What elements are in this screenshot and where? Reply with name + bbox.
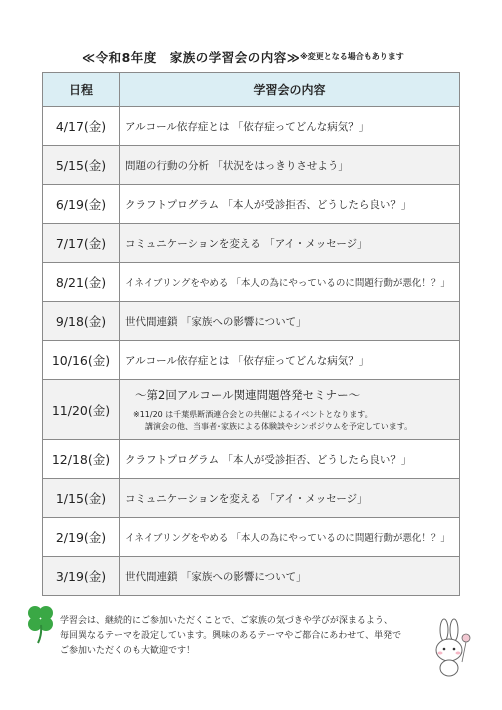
table-row bbox=[43, 557, 460, 596]
row-content: 世代間連鎖 「家族への影響について」 bbox=[120, 302, 460, 341]
table-row bbox=[43, 302, 460, 341]
title-bar bbox=[0, 48, 502, 66]
row-content: イネイブリングをやめる 「本人の為にやっているのに問題行動が悪化！？」 bbox=[120, 518, 460, 557]
table-row-seminar bbox=[43, 380, 460, 440]
table-header bbox=[43, 73, 460, 107]
row-content: クラフトプログラム 「本人が受診拒否、どうしたら良い？」 bbox=[120, 440, 460, 479]
table-row bbox=[43, 185, 460, 224]
row-content: アルコール依存症とは 「依存症ってどんな病気？」 bbox=[120, 107, 460, 146]
row-content: コミュニケーションを変える 「アイ・メッセージ」 bbox=[120, 224, 460, 263]
row-date: 11/20(金) bbox=[43, 380, 120, 440]
row-date: 7/17(金) bbox=[43, 224, 120, 263]
footer-message bbox=[60, 614, 440, 659]
footer-line: 毎回異なるテーマを設定しています。興味のあるテーマやご都合にあわせて、単発で bbox=[60, 631, 402, 641]
table-row bbox=[43, 224, 460, 263]
seminar-cell bbox=[120, 380, 460, 440]
footer-line: ご参加いただくのも大歓迎です！ bbox=[60, 646, 196, 656]
row-date: 6/19(金) bbox=[43, 185, 120, 224]
footer-line: 学習会は、継続的にご参加いただくことで、ご家族の気づきや学びが深まるよう、 bbox=[60, 616, 393, 626]
table-row bbox=[43, 107, 460, 146]
page-title: ≪令和8年度 家族の学習会の内容≫ bbox=[82, 50, 301, 65]
row-content: 問題の行動の分析 「状況をはっきりさせよう」 bbox=[120, 146, 460, 185]
seminar-note-detail: 講演会の他、当事者･家族による体験談やシンポジウムを予定しています。 bbox=[145, 421, 413, 431]
row-date: 2/19(金) bbox=[43, 518, 120, 557]
row-content: イネイブリングをやめる 「本人の為にやっているのに問題行動が悪化！？」 bbox=[120, 263, 460, 302]
table-row bbox=[43, 341, 460, 380]
row-date: 12/18(金) bbox=[43, 440, 120, 479]
row-date: 3/19(金) bbox=[43, 557, 120, 596]
table-row bbox=[43, 263, 460, 302]
row-date: 4/17(金) bbox=[43, 107, 120, 146]
change-note: ※変更となる場合もあります bbox=[300, 52, 404, 61]
header-date: 日程 bbox=[43, 73, 120, 107]
seminar-note: ※11/20 は千葉県断酒連合会との共催によるイベントとなります。 bbox=[133, 409, 373, 419]
table-row bbox=[43, 146, 460, 185]
bunny-icon bbox=[424, 618, 472, 678]
clover-icon bbox=[24, 603, 58, 645]
header-content: 学習会の内容 bbox=[120, 73, 460, 107]
seminar-title: ～第2回アルコール関連問題啓発セミナー～ bbox=[135, 387, 361, 402]
row-date: 10/16(金) bbox=[43, 341, 120, 380]
row-content: クラフトプログラム 「本人が受診拒否、どうしたら良い？」 bbox=[120, 185, 460, 224]
table-row bbox=[43, 518, 460, 557]
row-date: 9/18(金) bbox=[43, 302, 120, 341]
row-content: コミュニケーションを変える 「アイ・メッセージ」 bbox=[120, 479, 460, 518]
row-content: 世代間連鎖 「家族への影響について」 bbox=[120, 557, 460, 596]
table-row bbox=[43, 440, 460, 479]
row-date: 8/21(金) bbox=[43, 263, 120, 302]
row-content: アルコール依存症とは 「依存症ってどんな病気？」 bbox=[120, 341, 460, 380]
row-date: 1/15(金) bbox=[43, 479, 120, 518]
schedule-table bbox=[42, 72, 460, 596]
row-date: 5/15(金) bbox=[43, 146, 120, 185]
table-row bbox=[43, 479, 460, 518]
